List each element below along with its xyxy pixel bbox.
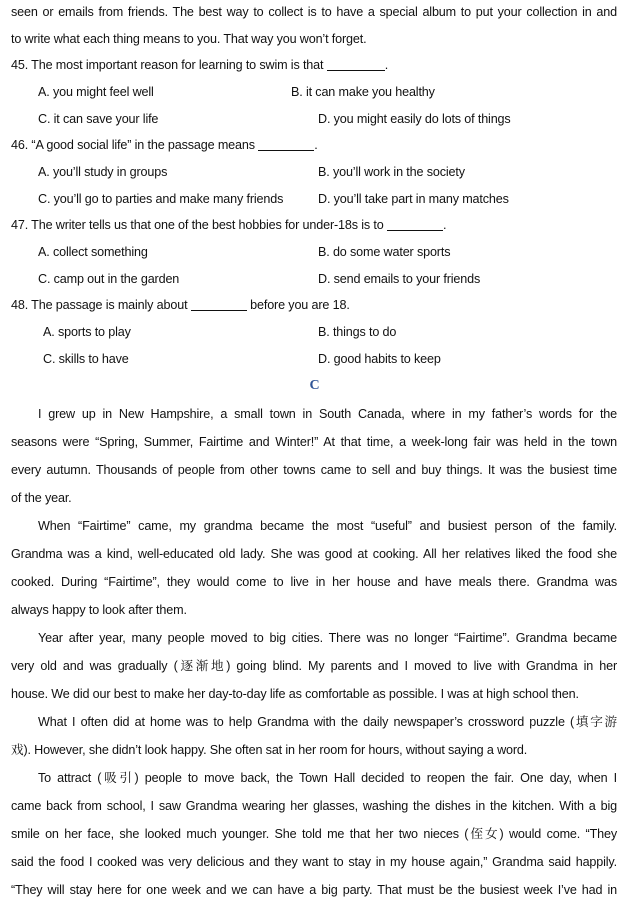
passage-line-3: every autumn. Thousands of people from other towns came to sell and buy things. It was the busiest time [11,463,617,477]
question-47-option-a: A. collect something [38,245,148,259]
question-47-text: 47. The writer tells us that one of the best hobbies for under-18s is to [11,218,387,232]
passage-line-18: “They will stay here for one week and we can have a big party. That must be the busiest week I’ve had in [11,883,617,897]
question-46-option-a: A. you’ll study in groups [38,165,168,179]
question-47-option-c: C. camp out in the garden [38,272,180,286]
question-48-blank [191,298,247,311]
question-46-option-b: B. you’ll work in the society [318,165,465,179]
question-45-option-b: B. it can make you healthy [291,85,435,99]
passage-line-1: I grew up in New Hampshire, a small town in South Canada, where in my father’s words for the [38,407,617,421]
question-45-option-a: A. you might feel well [38,85,154,99]
question-48-text: 48. The passage is mainly about [11,298,191,312]
passage-line-11: house. We did our best to make her day-to-day life as comfortable as possible. I was at high school then. [11,687,579,701]
question-47-option-d: D. send emails to your friends [318,272,481,286]
question-48-option-a: A. sports to play [43,325,131,339]
question-48-option-c: C. skills to have [43,352,129,366]
passage-line-12: What I often did at home was to help Grandma with the daily newspaper’s crossword puzzle (填字游 [38,715,617,729]
question-46-option-c: C. you’ll go to parties and make many friends [38,192,284,206]
question-48-option-d: D. good habits to keep [318,352,441,366]
question-45-end: . [384,58,389,72]
passage-line-10: very old and was gradually (逐渐地) going blind. My parents and I moved to live with Grandma in her [11,659,617,673]
question-45-stem [11,57,617,73]
question-46-option-d: D. you’ll take part in many matches [318,192,509,206]
intro-line-2: to write what each thing means to you. That way you won’t forget. [11,32,367,46]
passage-line-2: seasons were “Spring, Summer, Fairtime and Winter!” At that time, a week-long fair was held in the town [11,435,617,449]
passage-line-15: came back from school, I saw Grandma wearing her glasses, washing the dishes in the kitchen. With a big [11,799,617,813]
question-47-option-b: B. do some water sports [318,245,451,259]
passage-line-16: smile on her face, she looked much younger. She told me that her two nieces (侄女) would come. “They [11,827,617,841]
passage-line-6: Grandma was a kind, well-educated old lady. She was good at cooking. All her relatives liked the food she [11,547,617,561]
question-45-text: 45. The most important reason for learning to swim is that [11,58,327,72]
question-45-option-d: D. you might easily do lots of things [318,112,511,126]
passage-line-4: of the year. [11,491,72,505]
question-47-blank [387,218,443,231]
passage-line-13: 戏). However, she didn’t look happy. She often sat in her room for hours, without saying a word. [11,743,528,757]
question-47-end: . [442,218,447,232]
passage-line-7: cooked. During “Fairtime”, they would come to live in her house and have meals there. Grandma was [11,575,617,589]
passage-line-8: always happy to look after them. [11,603,187,617]
question-45-option-c: C. it can save your life [38,112,159,126]
question-46-text: 46. “A good social life” in the passage means [11,138,259,152]
question-46-end: . [314,138,318,152]
section-heading: C [309,378,320,393]
passage-line-9: Year after year, many people moved to big cities. There was no longer “Fairtime”. Grandma became [38,631,617,645]
question-46-blank [258,138,314,151]
question-48-option-b: B. things to do [318,325,397,339]
question-47-stem [11,217,617,233]
passage-line-5: When “Fairtime” came, my grandma became the most “useful” and busiest person of the family. [38,519,617,533]
question-48-end: before you are 18. [246,298,350,312]
question-48-stem [11,297,617,313]
passage-line-14: To attract (吸引) people to move back, the Town Hall decided to reopen the fair. One day, when I [38,771,617,785]
intro-line-1: seen or emails from friends. The best way to collect is to have a special album to put your collection in and [11,5,617,19]
question-45-blank [327,58,385,71]
question-46-stem [11,137,617,153]
passage-line-17: said the food I cooked was very delicious and they want to stay in my house again,” Grandma said happily. [11,855,617,869]
